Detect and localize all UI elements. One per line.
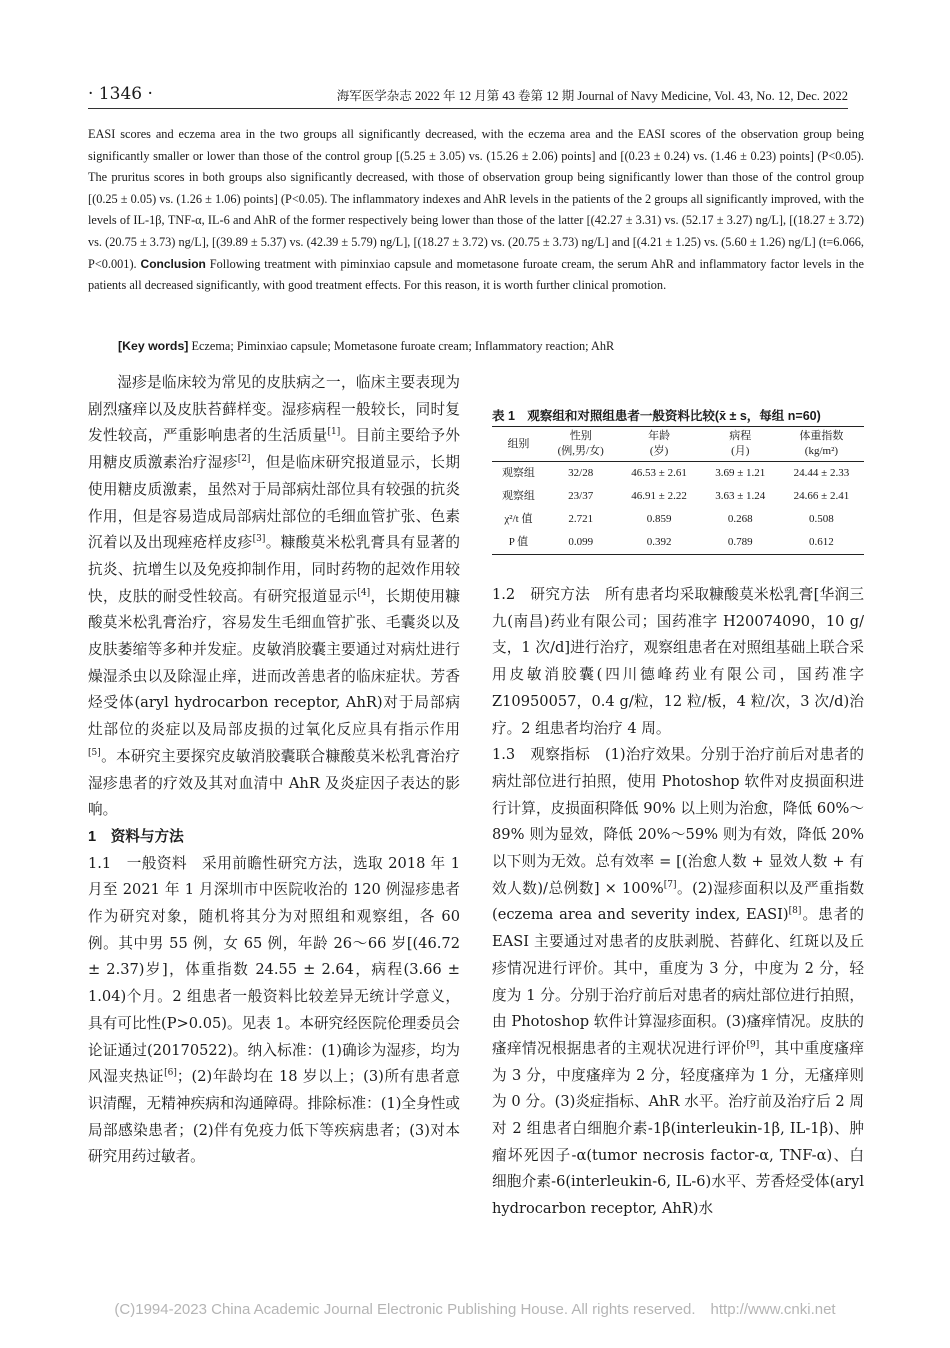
- table-header-cell: 性别 (例,男/女): [557, 430, 604, 457]
- left-column: [88, 370, 460, 1171]
- table-row: χ²/t 值 2.721 0.859 0.268 0.508: [504, 513, 834, 525]
- ref-1[interactable]: [1]: [327, 427, 341, 438]
- header-rule: [88, 108, 848, 109]
- section-1-2: 1.2 研究方法 所有患者均采取糠酸莫米松乳膏[华润三九(南昌)药业有限公司；国药准字 H20074090，10 g/支，1 次/d]进行治疗，观察组患者在对照组基础上联合采用皮敏消胶囊(四川德峰药业有限公司，国药准字 Z10950057，0.4 g/粒，12 粒/板，4 粒/次，3 次/d)治疗。2 组患者均治疗 4 周。: [492, 586, 864, 737]
- section-1-heading: 1 资料与方法: [88, 828, 184, 845]
- ref-2[interactable]: [2]: [237, 454, 251, 465]
- table-header-cell: 组别: [507, 437, 530, 450]
- conclusion-label: Conclusion: [140, 256, 206, 271]
- ref-3[interactable]: [3]: [252, 534, 266, 545]
- copyright-footer: (C)1994-2023 China Academic Journal Electronic Publishing House. All rights reserved. http://www.cnki.net: [114, 1301, 836, 1318]
- table-header-row: [492, 427, 864, 462]
- keywords-label: [Key words]: [118, 339, 189, 353]
- table-row: P 值 0.099 0.392 0.789 0.612: [492, 531, 864, 555]
- abstract-conclusion: Following treatment with piminxiao capsule and mometasone furoate cream, the serum AhR and inflammatory factor levels in the patients all decreased significantly, with good treatment effects. For this reason, it is worth further clinical promotion.: [88, 256, 864, 293]
- table-row: 观察组 32/28 46.53 ± 2.61 3.69 ± 1.21 24.44 ± 2.33: [501, 467, 850, 479]
- table-header-cell: 体重指数 (kg/m²): [799, 430, 844, 457]
- section-1-1-label: 1.1 一般资料: [88, 854, 188, 872]
- intro-paragraph: 湿疹是临床较为常见的皮肤病之一，临床主要表现为剧烈瘙痒以及皮肤苔藓样变。湿疹病程一般较长，同时复发性较高，严重影响患者的生活质量[1]。目前主要给予外用糖皮质激素治疗湿疹[2]，但是临床研究报道显示，长期使用糖皮质激素，虽然对于局部病灶部位具有较强的抗炎作用，但是容易造成局部病灶部位的毛细血管扩张、色素沉着以及出现痤疮样皮疹[3]。糠酸莫米松乳膏具有显著的抗炎、抗增生以及免疫抑制作用，同时药物的起效作用较快，皮肤的耐受性较高。有研究报道显示[4]，长期使用糠酸莫米松乳膏治疗，容易发生毛细血管扩张、毛囊炎以及皮肤萎缩等多种并发症。皮敏消胶囊主要通过对病灶进行燥湿杀虫以及除湿止痒，进而改善患者的临床症状。芳香烃受体(aryl hydrocarbon receptor, AhR)对于局部病灶部位的炎症以及局部皮损的过氧化反应具有指示作用[5]。本研究主要探究皮敏消胶囊联合糠酸莫米松乳膏治疗湿疹患者的疗效及其对血清中 AhR 及炎症因子表达的影响。: [88, 374, 460, 819]
- section-1-1: 1.1 一般资料 采用前瞻性研究方法，选取 2018 年 1 月至 2021 年 1 月深圳市中医院收治的 120 例湿疹患者作为研究对象，随机将其分为对照组和观察组，各 60 例。其中男 55 例，女 65 例，年龄 26～66 岁[(46.72 ± 2.37)岁]，体重指数 24.55 ± 2.64，病程(3.66 ± 1.04)个月。2 组患者一般资料比较差异无统计学意义，具有可比性(P>0.05)。见表 1。本研究经医院伦理委员会论证通过(20170522)。纳入标准：(1)确诊为湿疹，均为风湿夹热证[6]；(2)年龄均在 18 岁以上；(3)所有患者意识清醒，无精神疾病和沟通障碍。排除标准：(1)全身性或局部感染患者；(2)伴有免疫力低下等疾病患者；(3)对本研究用药过敏者。: [88, 854, 460, 1166]
- abstract-results: EASI scores and eczema area in the two groups all significantly decreased, with the eczema area and the EASI scores of the observation group being significantly smaller or lower than those of the control group [(5.25 ± 3.05) vs. (15.26 ± 2.06) points] and [(0.23 ± 0.24) vs. (1.46 ± 0.23) points] (P<0.05). The pruritus scores in both groups also significantly decreased, with those of observation group being significantly lower than those of the control group [(0.25 ± 0.05) vs. (1.26 ± 1.06) points] (P<0.05). The inflammatory indexes and AhR levels in the patients of the 2 groups all significantly improved, with the levels of IL-1β, TNF-α, IL-6 and AhR of the former respectively being lower than those of the latter [(42.27 ± 3.31) vs. (52.17 ± 3.27) ng/L], [(18.27 ± 3.72) vs. (20.75 ± 3.73) ng/L], [(39.89 ± 5.37) vs. (42.39 ± 5.79) ng/L], [(18.27 ± 3.72) vs. (20.75 ± 3.73) ng/L] and [(4.21 ± 1.25) vs. (5.60 ± 1.26) ng/L] (t=6.066, P<0.001).: [88, 127, 864, 271]
- table-header-cell: 病程 (月): [729, 430, 752, 457]
- page-number: · 1346 ·: [88, 84, 153, 104]
- page-header: [88, 84, 848, 108]
- keywords: [118, 339, 858, 354]
- section-1-3: 1.3 观察指标 (1)治疗效果。分别于治疗前后对患者的病灶部位进行拍照，使用 Photoshop 软件对皮损面积进行计算，皮损面积降低 90% 以上则为治愈，降低 60%～89% 则为显效，降低 20%～59% 则为有效，降低 20% 以下则为无效。总有效率 = [(治愈人数 + 显效人数 + 有效人数)/总例数] × 100%[7]。(2)湿疹面积以及严重指数(eczema area and severity index, EASI)[8]。患者的 EASI 主要通过对患者的皮肤剥脱、苔藓化、红斑以及丘疹情况进行评价。其中，重度为 3 分，中度为 2 分，轻度为 1 分。分别于治疗前后对患者的病灶部位进行拍照，由 Photoshop 软件计算湿疹面积。(3)瘙痒情况。皮肤的瘙痒情况根据患者的主观状况进行评价[9]，其中重度瘙痒为 3 分，中度瘙痒为 2 分，轻度瘙痒为 1 分，无瘙痒则为 0 分。(3)炎症指标、AhR 水平。治疗前及治疗后 2 周对 2 组患者白细胞介素-1β(interleukin-1β, IL-1β)、肿瘤坏死因子-α(tumor necrosis factor-α, TNF-α)、白细胞介素-6(interleukin-6, IL-6)水平、芳香烃受体(aryl hydrocarbon receptor, AhR)水: [492, 746, 864, 1218]
- ref-9[interactable]: [9]: [746, 1040, 760, 1051]
- ref-5[interactable]: [5]: [88, 747, 101, 758]
- ref-8[interactable]: [8]: [788, 906, 802, 917]
- ref-4[interactable]: [4]: [357, 587, 371, 598]
- table-row: 观察组 23/37 46.91 ± 2.22 3.63 ± 1.24 24.66 ± 2.41: [501, 490, 850, 502]
- table-1: [492, 426, 864, 555]
- right-column: [492, 582, 864, 1223]
- table-header-cell: 年龄 (岁): [648, 430, 671, 457]
- section-1-2-label: 1.2 研究方法: [492, 586, 591, 603]
- abstract-english: [88, 124, 864, 297]
- ref-6[interactable]: [6]: [164, 1068, 177, 1079]
- ref-7[interactable]: [7]: [663, 879, 677, 890]
- journal-citation: 海军医学杂志 2022 年 12 月第 43 卷第 12 期 Journal of Navy Medicine, Vol. 43, No. 12, Dec. 2022: [336, 89, 848, 103]
- section-1-3-label: 1.3 观察指标: [492, 746, 591, 764]
- table-1-caption: 表 1 观察组和对照组患者一般资料比较(x̄ ± s，每组 n=60): [492, 409, 821, 423]
- keywords-list: Eczema; Piminxiao capsule; Mometasone furoate cream; Inflammatory reaction; AhR: [188, 339, 615, 353]
